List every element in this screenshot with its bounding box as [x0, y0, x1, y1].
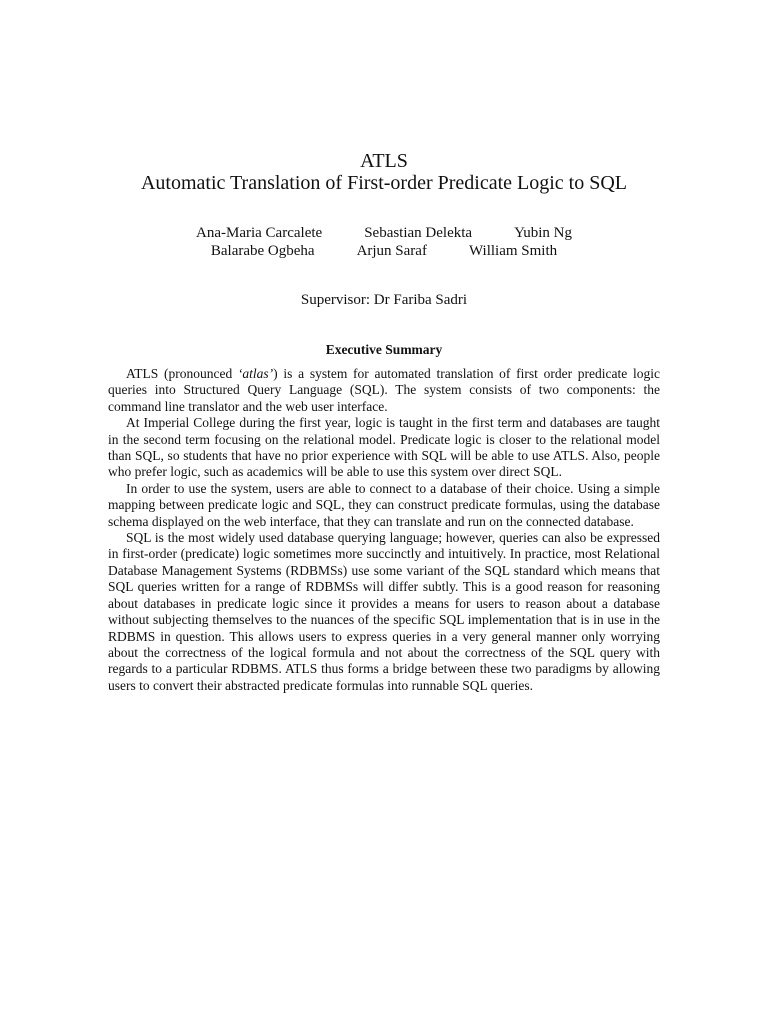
author-name: Sebastian Delekta — [364, 225, 473, 241]
title-block — [0, 150, 768, 194]
author-name: Balarabe Ogbeha — [210, 243, 315, 259]
paragraph: SQL is the most widely used database querying language; however, queries can also be expressed in first-order (predicate) logic sometimes more succinctly and intuitively. In practice, most Relational Database Management Systems (RDBMSs) use some variant of the SQL standard which means that SQL queries written for a range of RDBMSs will differ subtly. This is a good reason for reasoning about databases in predicate logic since it provides a means for users to reason about a database without subjecting themselves to the nuances of the specific SQL implementation that is in use in the RDBMS in question. This allows users to express queries in a very general manner only worrying about the correctness of the logical formula and not about the correctness of the SQL query with regards to a particular RDBMS. ATLS thus forms a bridge between these two paradigms by allowing users to convert their abstracted predicate formulas into runnable SQL queries. — [108, 530, 660, 693]
paragraph-text: ATLS (pronounced — [126, 366, 238, 381]
summary-body — [108, 366, 660, 694]
paragraph: At Imperial College during the first year, logic is taught in the first term and databases are taught in the second term focusing on the relational model. Predicate logic is closer to the relational model than SQL, so students that have no prior experience with SQL will be able to use ATLS. Also, people who prefer logic, such as academics will be able to use this system over direct SQL. — [108, 415, 660, 480]
supervisor-line: Supervisor: Dr Fariba Sadri — [300, 292, 468, 308]
title-acronym: ATLS — [360, 150, 408, 172]
author-row-2 — [0, 242, 768, 260]
paragraph: In order to use the system, users are able to connect to a database of their choice. Using a simple mapping between predicate logic and SQL, they can construct predicate formulas, using the database schema displayed on the web interface, that they can translate and run on the connected database. — [108, 480, 660, 529]
title-full: Automatic Translation of First-order Predicate Logic to SQL — [140, 172, 628, 194]
paragraph — [108, 366, 660, 415]
author-name: Ana-Maria Carcalete — [196, 225, 323, 241]
paragraph-text: ) is a system for automated translation of first order predicate logic queries into Structured Query Language (SQL). The system consists of two components: the command line translator and the web user interface. — [108, 366, 660, 414]
pronunciation-text: ‘atlas’ — [237, 366, 274, 381]
author-name: Arjun Saraf — [356, 243, 427, 259]
author-name: William Smith — [468, 243, 558, 259]
author-row-1 — [0, 224, 768, 242]
section-heading: Executive Summary — [325, 342, 443, 357]
author-name: Yubin Ng — [514, 225, 572, 241]
author-list — [0, 224, 768, 260]
